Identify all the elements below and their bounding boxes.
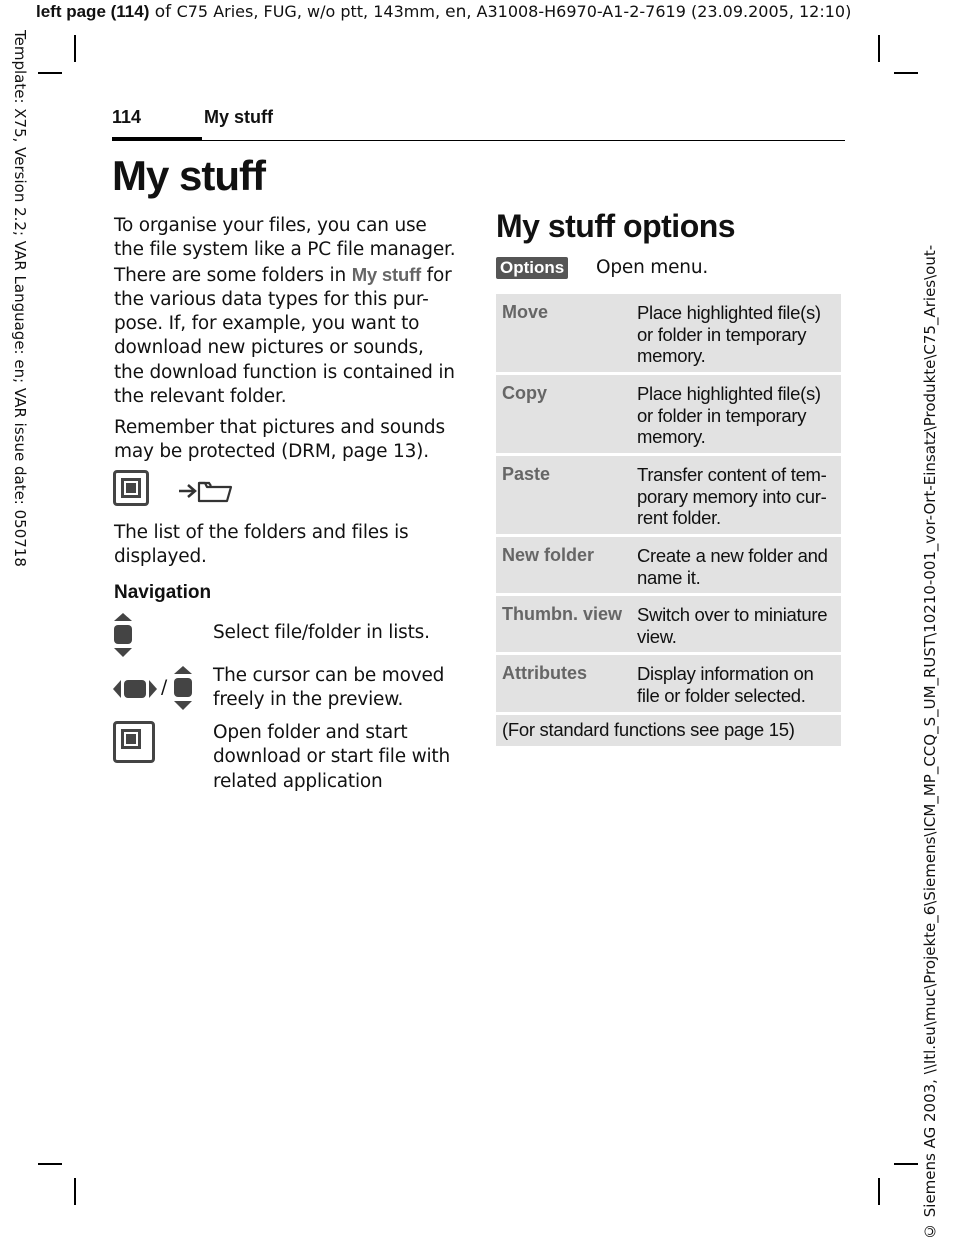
page-number: 114 bbox=[112, 107, 142, 127]
options-softkey-desc: Open menu. bbox=[596, 257, 709, 278]
four-way-key-icon bbox=[112, 678, 158, 700]
running-head bbox=[112, 107, 273, 128]
running-head-title: My stuff bbox=[204, 107, 273, 127]
table-row bbox=[496, 375, 841, 453]
option-desc: Create a new folder and name it. bbox=[637, 545, 828, 588]
folder-icon bbox=[197, 479, 233, 503]
nav-separator: / bbox=[161, 677, 168, 698]
center-key-icon bbox=[113, 470, 149, 506]
print-header-docid: , A31008-H6970-A1-2-7619 (23.09.2005, 12:10) bbox=[466, 2, 852, 21]
navigation-heading: Navigation bbox=[114, 582, 212, 603]
copyright-path: © Siemens AG 2003, \\Itl.eu\muc\Projekte_6\Siemens\ICM_MP_CCQ_S_UM_RUST\10210-001_vor-Ort-Einsatz\Produkte\C75_Aries\out- bbox=[921, 244, 939, 1240]
crop-mark bbox=[878, 1178, 880, 1205]
nav-desc-open: Open folder and start download or start file with related application bbox=[213, 722, 451, 792]
arrow-right-icon bbox=[178, 483, 198, 499]
options-softkey: Options bbox=[496, 257, 568, 279]
center-key-icon bbox=[113, 721, 155, 763]
list-info: The list of the folders and files is displayed. bbox=[114, 522, 409, 568]
option-desc: Place highlighted file(s) or folder in temporary memory. bbox=[637, 383, 821, 447]
intro-menu-name: My stuff bbox=[351, 263, 421, 285]
option-desc: Transfer content of tem-porary memory into cur-rent folder. bbox=[637, 464, 827, 528]
up-down-key-icon bbox=[172, 665, 194, 711]
option-name: Attributes bbox=[502, 663, 587, 683]
table-row bbox=[496, 655, 841, 712]
intro-text-end: for the various data types for this pur-pose. If, for example, you want to download new pictures or sounds, the download function is contained in the relevant folder. bbox=[114, 264, 455, 408]
table-footer: (For standard functions see page 15) bbox=[496, 715, 841, 746]
crop-mark bbox=[38, 1163, 62, 1165]
drm-note: Remember that pictures and sounds may be protected (DRM, page 13). bbox=[114, 417, 445, 463]
option-name: New folder bbox=[502, 545, 595, 565]
page-title: My stuff bbox=[112, 152, 265, 199]
table-row bbox=[496, 456, 841, 534]
option-desc: Display information on file or folder selected. bbox=[637, 663, 814, 706]
print-header bbox=[36, 2, 851, 22]
intro-paragraph bbox=[114, 214, 459, 409]
options-heading: My stuff options bbox=[496, 208, 736, 244]
crop-mark bbox=[38, 72, 62, 74]
option-name: Thumbn. view bbox=[502, 604, 623, 624]
option-desc: Switch over to miniature view. bbox=[637, 604, 828, 647]
print-header-page: left page (114) bbox=[36, 2, 150, 21]
options-table bbox=[496, 294, 841, 746]
template-info: Template: X75, Version 2.2; VAR Language: en; VAR issue date: 050718 bbox=[11, 30, 29, 567]
nav-desc-select: Select file/folder in lists. bbox=[213, 622, 430, 643]
table-row bbox=[496, 294, 841, 372]
option-desc: Place highlighted file(s) or folder in temporary memory. bbox=[637, 302, 821, 366]
intro-text-start: To organise your files, you can use the file system like a PC file manager. There are some folders in bbox=[114, 215, 456, 286]
crop-mark bbox=[894, 1163, 918, 1165]
table-row bbox=[496, 596, 841, 652]
crop-mark bbox=[878, 35, 880, 62]
print-header-product: C75 Aries, FUG, w/o ptt, 143mm, bbox=[176, 2, 446, 21]
nav-desc-cursor: The cursor can be moved freely in the preview. bbox=[213, 665, 445, 711]
option-name: Move bbox=[502, 302, 549, 322]
print-header-lang: en bbox=[445, 2, 467, 22]
crop-mark bbox=[894, 72, 918, 74]
crop-mark bbox=[74, 35, 76, 62]
crop-mark bbox=[74, 1178, 76, 1205]
table-row bbox=[496, 537, 841, 593]
print-header-of: of bbox=[149, 2, 177, 22]
up-down-key-icon bbox=[112, 612, 134, 658]
option-name: Paste bbox=[502, 464, 551, 484]
option-name: Copy bbox=[502, 383, 547, 403]
header-rule bbox=[112, 140, 845, 141]
